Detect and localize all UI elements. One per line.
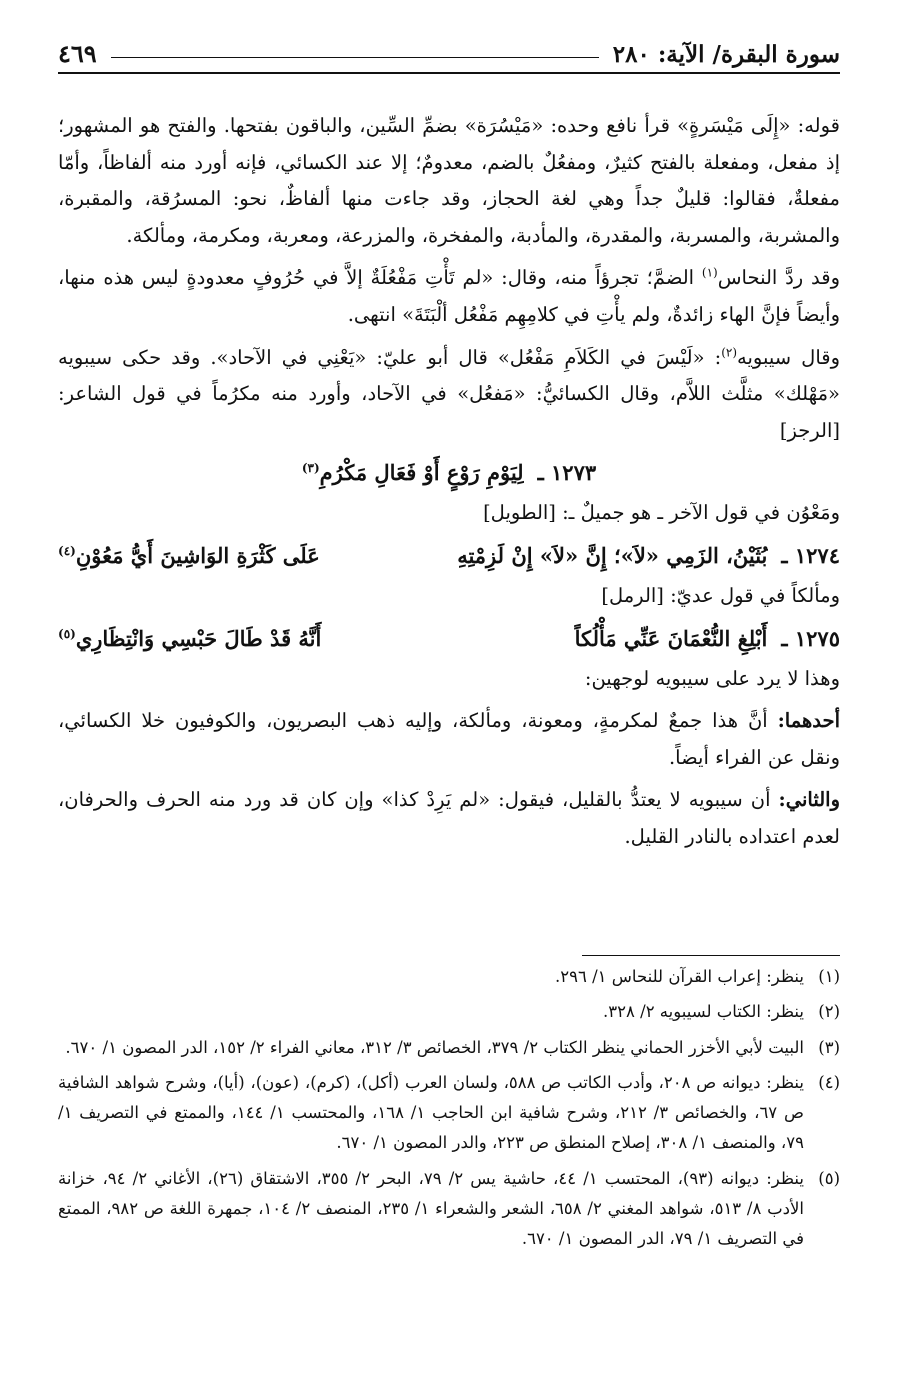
footnote-divider (582, 955, 840, 956)
footnote-number: (٢) (818, 1002, 840, 1022)
footnote-text: ينظر: الكتاب لسيبويه ٢/ ٣٢٨. (603, 1002, 804, 1022)
paragraph-maown: ومَعْوُن في قول الآخر ـ هو جميلٌ ـ: [الطويل] (483, 501, 840, 525)
paragraph-sibawayh (58, 340, 840, 450)
footnote-text: ينظر: ديوانه ص ٢٠٨، وأدب الكاتب ص ٥٨٨، ولسان العرب (أكل)، (كرم)، (عون)، (أيا)، وشرح شواهد الشافية ص ٦٧، والخصائص ٣/ ٢١٢، وشرح شافية ابن الحاجب ١/ ١٦٨، والمحتسب ١/ ١٤٤، والممتع في التصريف ١/ ٧٩، والمنصف ١/ ٣٠٨، إصلاح المنطق ص ٢٢٣، والدر المصون ١/ ٦٧٠. (58, 1072, 804, 1153)
verse-number: ١٢٧٤ ـ (781, 542, 840, 568)
footnote-number: (٤) (818, 1072, 840, 1092)
footnote-ref-2: (٢) (721, 345, 738, 360)
page-number: ٤٦٩ (58, 39, 97, 68)
verse-number: ١٢٧٥ ـ (781, 625, 840, 651)
verse-second-hemistich (58, 536, 320, 576)
verse-1275 (58, 619, 840, 659)
footnote-ref-5: (٥) (58, 626, 76, 641)
paragraph-sibawayh-rest: : «لَيْسَ في الكَلاَمِ مَفْعُل» قال أبو عليّ: «يَعْنِي في الآحاد». وقد حكى سيبويه «مَهْلك» مثلَّث اللاَّم، وقال الكسائيُّ: «مَفعُل» في الآحاد، وأورد منه مكرُماً في قول الشاعر: [الرجز] (58, 345, 840, 442)
paragraph-malukan: ومألكاً في قول عديّ: [الرمل] (601, 583, 840, 607)
paragraph-first-reason (58, 703, 840, 776)
header-title: سورة البقرة/ الآية: ٢٨٠ (612, 41, 840, 68)
verse-first-hemistich: أَبْلِغِ النُّعْمَانَ عَنِّي مَأْلُكاً (574, 625, 768, 651)
footnotes (58, 962, 840, 1260)
footnote-text: ينظر: ديوانه (٩٣)، المحتسب ١/ ٤٤، حاشية يس ٢/ ٧٩، البحر ٢/ ٣٥٥، الاشتقاق (٢٦)، الأغاني ٢/ ٩٤، خزانة الأدب ٨/ ٥١٣، شواهد المغني ٢/ ٦٥٨، الشعر والشعراء ١/ ٢٣٥، المنصف ٢/ ١٠٤، جمهرة اللغة ص ٩٨٢، الممتع في التصريف ١/ ٧٩، الدر المصون ١/ ٦٧٠. (58, 1168, 805, 1249)
paragraph-maysara: قوله: «إِلَى مَيْسَرةٍ» قرأ نافع وحده: «مَيْسُرَة» بضمِّ السِّين، والباقون بفتحها. والفتح هو المشهور؛ إذ مفعل، ومفعلة بالفتح كثيرٌ، ومفعُلٌ بالضم، معدومٌ؛ إلا عند الكسائي، فإنه أورد منه ألفاظاً، وأمّا مفعلةٌ، فقالوا: قليلٌ جداً وهي لغة الحجاز، وقد جاءت منها ألفاظٌ، نحو: المسرُقة، والمقبرة، والمشربة، والمسربة، والمقدرة، والمأدبة، والمفخرة، والمزرعة، ومعربة، ومكرمة، ومألكة. (58, 114, 840, 247)
verse-1273 (58, 453, 840, 493)
header-rule (111, 57, 599, 58)
running-header (58, 32, 840, 74)
footnote-number: (٣) (818, 1037, 840, 1057)
footnote-item (58, 1164, 840, 1255)
paragraph-two-reasons: وهذا لا يرد على سيبويه لوجهين: (584, 666, 840, 690)
paragraph-second-reason (58, 782, 840, 855)
footnote-number: (٥) (818, 1168, 840, 1188)
verse-hemistich: أَنَّهُ قَدْ طَالَ حَبْسِي وَانْتِظَارِي (75, 625, 322, 651)
verse-first-hemistich: بُثَيْنُ، الزَمِي «لاَ»؛ إِنَّ «لاَ» إِنْ لَزِمْتِهِ (457, 542, 768, 568)
first-reason-label: أحدهما: (777, 709, 840, 733)
paragraph-nahhas (58, 260, 840, 333)
verse-1274 (58, 536, 840, 576)
verse-second-hemistich (58, 619, 321, 659)
verse-hemistich: عَلَى كَثْرَةِ الوَاشِينَ أَيُّ مَعُوْنِ (75, 542, 320, 568)
verse-number: ١٢٧٣ ـ (537, 460, 597, 486)
main-text (58, 108, 840, 856)
footnote-ref-1: (١) (701, 265, 718, 280)
verse-text (302, 453, 524, 493)
footnote-text: البيت لأبي الأخزر الحماني ينظر الكتاب ٢/ ٣٧٩، الخصائص ٣/ ٣١٢، معاني الفراء ٢/ ١٥٢، الدر المصون ١/ ٦٧٠. (65, 1037, 804, 1057)
footnote-ref-4: (٤) (58, 543, 76, 558)
paragraph-nahhas-start: وقد ردَّ النحاس (717, 266, 840, 290)
paragraph-nahhas-rest: الضمَّ؛ تجرؤاً منه، وقال: «لم تَأْتِ مَفْعُلَةٌ إلاَّ في حُرُوفٍ معدودةٍ ليس هذه منها، وأيضاً فإنَّ الهاء زائدةٌ، ولم يأْتِ في كلامِهِم مَفْعُل ألْبَتَةَ» انتهى. (58, 266, 840, 326)
footnote-item (58, 997, 840, 1027)
footnote-number: (١) (818, 967, 840, 986)
paragraph-sibawayh-start: وقال سيبويه (737, 345, 841, 369)
footnote-text: ينظر: إعراب القرآن للنحاس ١/ ٢٩٦. (555, 967, 804, 986)
first-reason-text: أنَّ هذا جمعٌ لمكرمةٍ، ومعونة، ومألكة، وإليه ذهب البصريون، والكوفيون خلا الكسائي، ونقل عن الفراء أيضاً. (58, 709, 840, 769)
footnote-ref-3: (٣) (301, 461, 320, 476)
footnote-item (58, 1068, 840, 1159)
footnote-item (58, 1033, 840, 1063)
second-reason-label: والثاني: (778, 788, 840, 812)
second-reason-text: أن سيبويه لا يعتدُّ بالقليل، فيقول: «لم يَرِدْ كذا» وإن كان قد ورد منه الحرف والحرفان، لعدم اعتداده بالنادر القليل. (58, 788, 840, 848)
verse-hemistich: لِيَوْمِ رَوْعٍ أَوْ فَعَالِ مَكْرُمِ (319, 460, 524, 486)
footnote-item (58, 962, 840, 992)
